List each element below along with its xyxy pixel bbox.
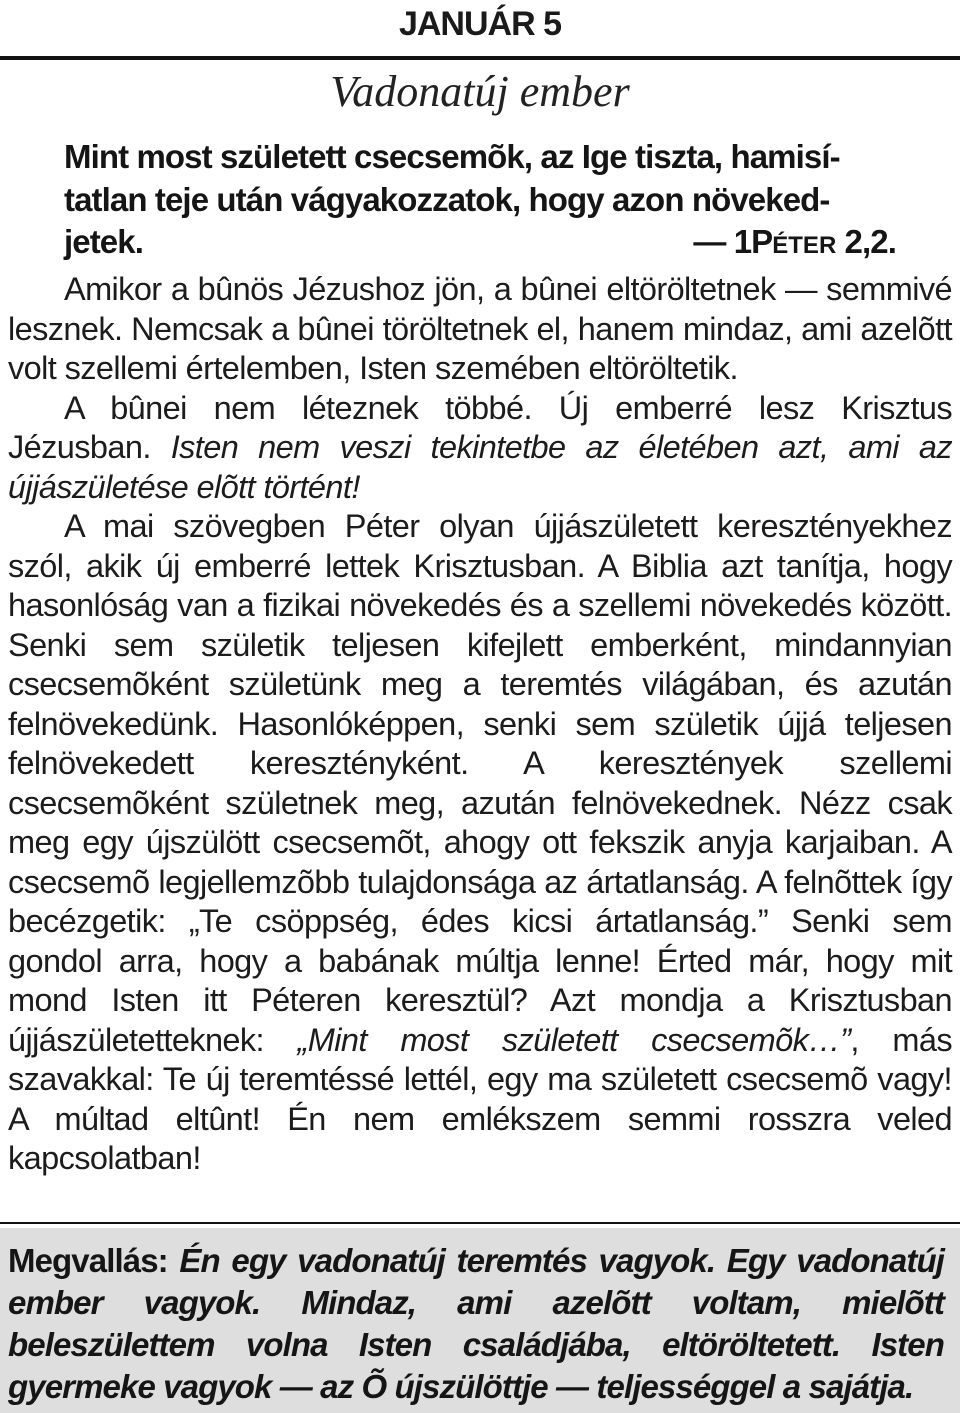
verse-line-1: Mint most született csecsemõk, az Ige tiszta, hamisí- [64, 138, 840, 175]
verse-reference-chapter: 2,2. [836, 223, 896, 260]
bottom-divider [0, 1222, 960, 1224]
paragraph-1: Amikor a bûnös Jézushoz jön, a bûnei eltöröltetnek — semmivé lesznek. Nemcsak a bûnei töröltetnek el, hanem mindaz, ami azelõtt volt szellemi értelemben, Isten szemében eltöröltetik. [8, 271, 952, 386]
scripture-verse [64, 136, 896, 268]
confession-text: Én egy vadonatúj teremtés vagyok. Egy vadonatúj ember vagyok. Mindaz, ami azelõtt voltam, mielõtt beleszülettem volna Isten családjába, eltöröltetett. Isten gyermeke vagyok — az Õ újszülöttje — teljességgel a sajátja. [8, 1242, 944, 1405]
paragraph-3-quote: „Mint most született csecsemõk…” [297, 1021, 851, 1058]
confession-label: Megvallás: [8, 1242, 180, 1279]
confession-content [8, 1240, 944, 1408]
verse-reference-book-rest: ÉTER [772, 232, 837, 259]
paragraph-2-text: A bûnei nem léteznek többé. Új emberré lesz Krisztus Jézusban. [8, 389, 952, 465]
verse-line-3-text: jetek. [64, 223, 143, 260]
paragraph-3 [8, 507, 952, 1179]
paragraph-2 [8, 389, 952, 508]
paragraph-3-conclusion: , más szavakkal: Te új teremtéssé lettél, egy ma született csecsemõ vagy! A múltad eltûnt! Én nem emlékszem semmi rosszra veled kapcsolatban! [8, 1021, 952, 1176]
verse-reference [693, 221, 896, 268]
verse-line-2: tatlan teje után vágyakozzatok, hogy azon növeked- [64, 180, 830, 218]
verse-line-3 [64, 221, 896, 268]
verse-reference-book-start: — 1P [693, 223, 773, 260]
paragraph-3-text: A mai szövegben Péter olyan újjászületett keresztényekhez szól, akik új emberré lettek Krisztusban. A Biblia azt tanítja, hogy hasonlóság van a fizikai növekedés és a szellemi növekedés között. Senki sem születik teljesen kifejlett emberként, mindannyian csecsemõként születünk meg a teremtés világában, és azután felnövekedünk. Hasonlóképpen, senki sem születik újjá teljesen felnövekedett keresztényként. A keresztények szellemi csecsemõként születnek meg, azután felnövekednek. Nézz csak meg egy újszülött csecsemõt, ahogy ott fekszik anyja karjaiban. A csecsemõ legjellemzõbb tulajdonsága az ártatlanság. A felnõttek így becézgetik: „Te csöppség, édes kicsi ártatlanság.” Senki sem gondol arra, hogy a babának múltja lenne! Érted már, hogy mit mond Isten itt Péteren keresztül? Azt mondja a Krisztusban újjászületetteknek: [8, 508, 952, 1058]
top-divider [0, 56, 960, 60]
date-header: JANUÁR 5 [398, 5, 562, 43]
confession-box [0, 1228, 960, 1413]
paragraph-2-emphasis: Isten nem veszi tekintetbe az életében azt, ami az újjászületése elõtt történt! [8, 429, 952, 505]
devotional-body [8, 270, 952, 1179]
page-title: Vadonatúj ember [330, 67, 630, 116]
